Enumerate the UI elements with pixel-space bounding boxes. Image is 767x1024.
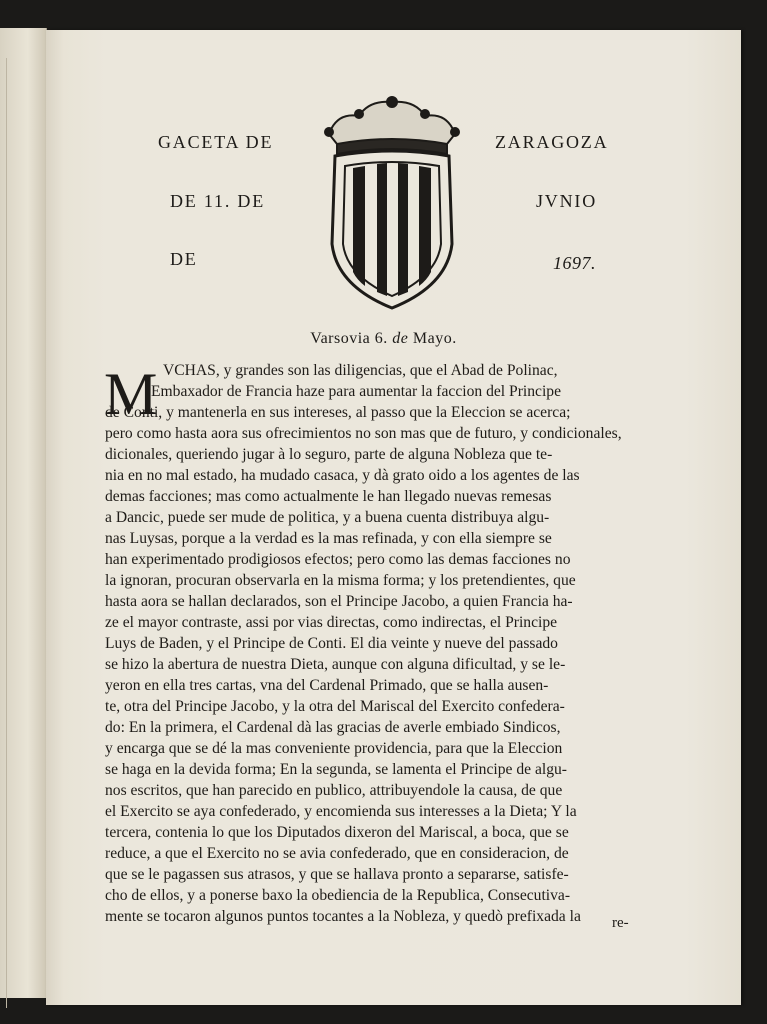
catchword: re-	[612, 915, 629, 931]
article-line: te, otra del Principe Jacobo, y la otra del Mariscal del Exercito confedera-	[105, 698, 565, 715]
article-line: Luys de Baden, y el Principe de Conti. El dia veinte y nueve del passado	[105, 635, 558, 652]
drop-cap: M	[104, 361, 158, 427]
crowned-coat-of-arms-icon	[307, 94, 477, 314]
article-line: nia en no mal estado, ha mudado casaca, y dà grato oido a los agentes de las	[105, 467, 580, 484]
article-line: y encarga que se dé la mas conveniente providencia, para que la Eleccion	[105, 740, 563, 757]
article-line: el Exercito se aya confederado, y encomienda sus interesses a la Dieta; Y la	[105, 803, 577, 820]
article-line: yeron en ella tres cartas, vna del Cardenal Primado, que se halla ausen-	[105, 677, 549, 694]
article-line: nos escritos, que han parecido en publico, attribuyendole la causa, de que	[105, 782, 563, 799]
article-line: tercera, contenia lo que los Diputados dixeron del Mariscal, a boca, que se	[105, 824, 569, 841]
article-line: do: En la primera, el Cardenal dà las gracias de averle embiado Sindicos,	[105, 719, 561, 736]
masthead-zaragoza: ZARAGOZA	[495, 132, 609, 152]
article-line: hasta aora se hallan declarados, son el Principe Jacobo, a quien Francia ha-	[105, 593, 573, 610]
article-line: dicionales, queriendo jugar à lo seguro, parte de alguna Nobleza que te-	[105, 446, 553, 463]
article-line: demas facciones; mas como actualmente le han llegado nuevas remesas	[105, 488, 552, 505]
article-line: se haga en la devida forma; En la segunda, se lamenta el Principe de algu-	[105, 761, 568, 778]
article-line: cho de ellos, y a ponerse baxo la obediencia de la Republica, Consecutiva-	[105, 887, 571, 904]
article-dateline	[0, 330, 767, 348]
article-line: que se le pagassen sus atrasos, y que se hallava pronto a separarse, satisfe-	[105, 866, 569, 883]
dateline-city: Varsovia 6.	[310, 330, 388, 347]
article-line: mente se tocaron algunos puntos tocantes a la Nobleza, y quedò prefixada la	[105, 908, 581, 925]
article-line: VCHAS, y grandes son las diligencias, que el Abad de Polinac,	[163, 362, 558, 379]
article-line: pero como hasta aora sus ofrecimientos no son mas que de futuro, y condicionales,	[105, 425, 622, 442]
article-line: ze el mayor contraste, assi por vias directas, como indirectas, el Principe	[105, 614, 558, 631]
article-line: a Dancic, puede ser mude de politica, y a buena cuenta distribuya algu-	[105, 509, 550, 526]
article-line: se hizo la abertura de nuestra Dieta, aunque con alguna dificultad, y se le-	[105, 656, 566, 673]
dateline-month: Mayo.	[412, 330, 457, 347]
masthead-de: DE	[170, 249, 198, 269]
previous-page-edge	[0, 28, 47, 998]
article-line: la ignoran, procuran observarla en la misma forma; y los pretendientes, que	[105, 572, 576, 589]
dateline-de: de	[392, 330, 409, 347]
article-line: reduce, a que el Exercito no se avia confederado, que en consideracion, de	[105, 845, 569, 862]
article-line: Embaxador de Francia haze para aumentar la faccion del Principe	[151, 383, 561, 400]
article-line: de Conti, y mantenerla en sus intereses, al passo que la Eleccion se acerca;	[105, 404, 571, 421]
masthead-gaceta-de: GACETA DE	[158, 132, 274, 152]
masthead-month: JVNIO	[536, 191, 597, 211]
masthead-year: 1697.	[553, 253, 596, 273]
page-edge-line	[6, 58, 7, 1008]
article-line: nas Luysas, porque a la verdad es la mas refinada, y con ella siempre se	[105, 530, 552, 547]
article-line: han experimentado prodigiosos efectos; pero como las demas facciones no	[105, 551, 571, 568]
masthead-date-day: DE 11. DE	[170, 191, 266, 211]
